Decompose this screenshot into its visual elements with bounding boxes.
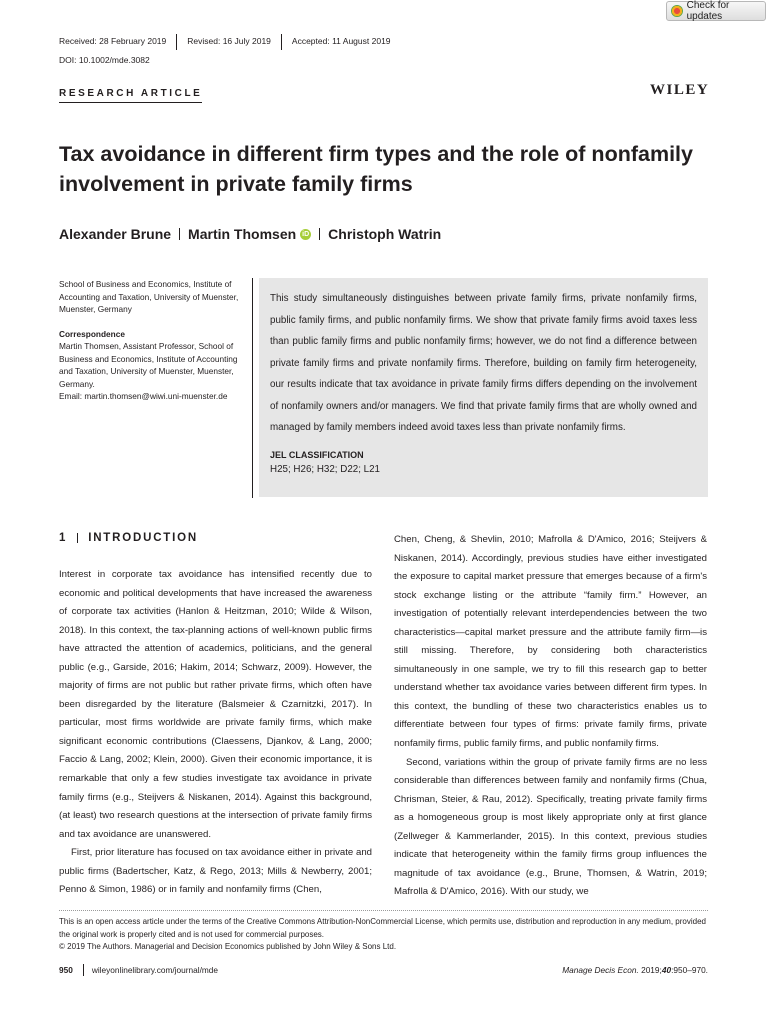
received-date: Received: 28 February 2019	[59, 36, 167, 46]
journal-pages: :950–970.	[671, 965, 708, 975]
journal-citation	[562, 965, 708, 975]
correspondence-text: Martin Thomsen, Assistant Professor, School of Business and Economics, Institute of Accounting and Taxation, University of Muenster, Muenster, Germany.	[59, 341, 238, 389]
journal-name: Manage Decis Econ.	[562, 965, 639, 975]
divider	[179, 228, 180, 240]
author-name[interactable]: Martin Thomsen	[188, 226, 297, 242]
revised-date: Revised: 16 July 2019	[187, 36, 271, 46]
journal-url[interactable]: wileyonlinelibrary.com/journal/mde	[91, 965, 219, 975]
divider	[77, 533, 78, 543]
correspondence-heading: Correspondence	[59, 328, 125, 339]
journal-year: 2019;	[641, 965, 662, 975]
author-name[interactable]: Alexander Brune	[59, 226, 172, 242]
article-dates	[59, 36, 401, 52]
author-list	[59, 226, 441, 242]
divider	[319, 228, 320, 240]
paragraph: Interest in corporate tax avoidance has intensified recently due to economic and political developments that have increased the awareness of corporate tax activities (Hanlon & Heitzman, 2010; Wilde & Wilson, 2018). In this context, the tax-planning actions of well-known public firms have attracted the attention of academics, politicians, and the general public (e.g., Garside, 2016; Hakim, 2014; Schwarz, 2009). However, the majority of firms are not public but rather private firms, which often have been disregarded by the literature (Balsmeier & Czarnitzki, 2017). In particular, most firms worldwide are private family firms, which make significant economic contributions (Claessens, Djankov, & Lang, 2000; Faccio & Lang, 2002; Klein, 2000). Given their economic importance, it is remarkable that only a few studies investigate tax avoidance in private family firms (e.g., Steijvers & Niskanen, 2014). Against this background, (at least) two research questions at the intersection of private family firms and tax avoidance are unanswered.	[59, 569, 372, 840]
body-column-left	[59, 566, 372, 900]
section-number: 1	[59, 532, 68, 544]
orcid-icon[interactable]: iD	[302, 230, 310, 238]
accepted-date: Accepted: 11 August 2019	[291, 36, 391, 46]
check-for-updates-label: Check for updates	[686, 0, 730, 22]
vertical-divider	[252, 278, 253, 498]
body-column-right	[394, 531, 707, 902]
abstract-text: This study simultaneously distinguishes between private family firms, private nonfamily firms, public family firms, and public nonfamily firms. We show that private family firms avoid taxes less than public family firms and public nonfamily firms; however, we do not find a difference between private family firms and private nonfamily firms. Therefore, building on family firm heterogeneity, our results indicate that tax avoidance in private family firms differs depending on the involvement of nonfamily owners and/or managers. We find that private family firms that are wholly owned and managed by family members indeed avoid taxes less than private nonfamily firms.	[270, 293, 697, 433]
jel-codes: H25; H26; H32; D22; L21	[270, 463, 381, 475]
section-heading	[59, 532, 198, 544]
jel-heading: JEL CLASSIFICATION	[270, 449, 364, 460]
publisher-logo: WILEY	[650, 82, 710, 98]
journal-volume: 40	[661, 965, 672, 975]
check-for-updates-button[interactable]	[666, 1, 766, 21]
paragraph: Second, variations within the group of private family firms are no less considerable than differences between family and nonfamily firms (Chua, Chrisman, Steier, & Rau, 2012). Specifically, treating private family firms as a homogeneous group is most likely appropriate only at first glance (Zellweger & Kammerlander, 2015). In this context, previous studies indicate that heterogeneity within the family firms group influences the magnitude of tax avoidance (e.g., Brune, Thomsen, & Watrin, 2019; Mafrolla & D'Amico, 2016). With our study, we	[394, 756, 707, 898]
author-name[interactable]: Christoph Watrin	[328, 226, 442, 242]
doi[interactable]: DOI: 10.1002/mde.3082	[59, 55, 150, 65]
paragraph: Chen, Cheng, & Shevlin, 2010; Mafrolla & D'Amico, 2016; Steijvers & Niskanen, 2014). Accordingly, previous studies have either investigated the exposure to capital market pressure that emerges because of a firm's stock exchange listing or the attribute “family firm.” However, an investigation of potentially relevant interdependencies between the two characteristics—capital market pressure and the attribute family firm—is still missing. Therefore, by considering both characteristics simultaneously in one sample, we try to fill this research gap to better understand whether tax avoidance varies between different firm types. In this context, the bundling of these two characteristics enables us to differentiate between four types of firms: private family firms, private nonfamily firms, public family firms, and public nonfamily firms.	[394, 534, 707, 750]
affiliation-block	[59, 278, 245, 403]
section-title: INTRODUCTION	[88, 532, 198, 544]
license-note	[59, 916, 708, 954]
affiliation: School of Business and Economics, Institute of Accounting and Taxation, University of Muenster, Muenster, Germany	[59, 279, 239, 314]
correspondence-email[interactable]: Email: martin.thomsen@wiwi.uni-muenster.de	[59, 391, 228, 401]
footnote-divider	[59, 910, 708, 911]
article-title: Tax avoidance in different firm types and the role of nonfamily involvement in private family firms	[59, 142, 693, 196]
crossmark-icon	[671, 5, 683, 17]
article-type: RESEARCH ARTICLE	[59, 88, 202, 103]
abstract-box	[259, 278, 708, 497]
page-footer	[59, 964, 708, 976]
divider	[83, 964, 84, 976]
license-text: This is an open access article under the terms of the Creative Commons Attribution-NonCommercial License, which permits use, distribution and reproduction in any medium, provided the original work is properly cited and is not used for commercial purposes.	[59, 917, 706, 939]
page-number: 950	[59, 965, 73, 975]
paragraph: First, prior literature has focused on tax avoidance either in private and public firms (Badertscher, Katz, & Rego, 2013; Mills & Newberry, 2001; Penno & Simon, 1986) or in family and nonfamily firms (Chen,	[59, 847, 372, 896]
copyright-text: © 2019 The Authors. Managerial and Decision Economics published by John Wiley & Sons Ltd.	[59, 942, 397, 951]
